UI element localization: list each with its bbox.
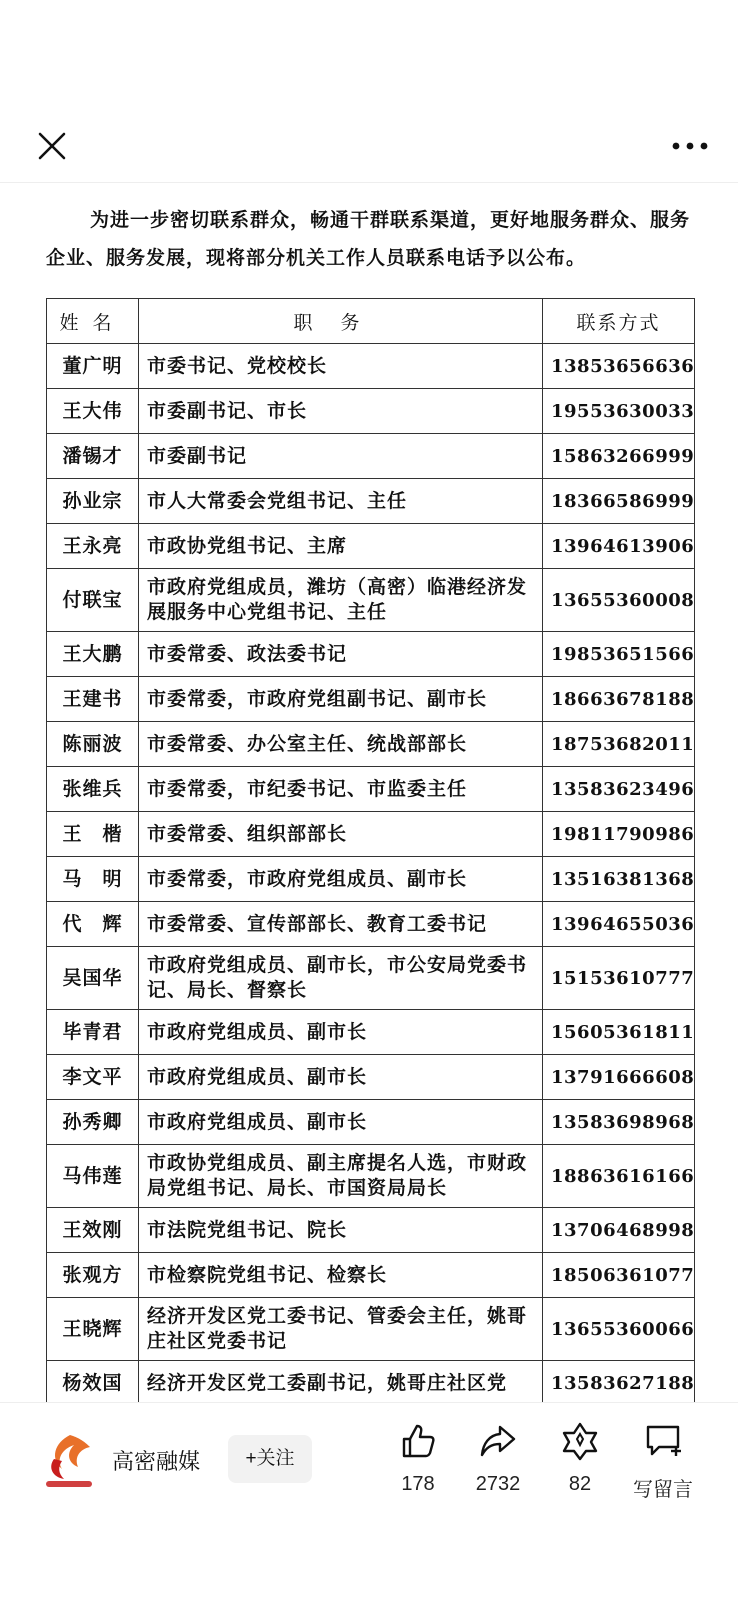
- document-image: [0, 183, 738, 1433]
- row-phone: 19811790986: [543, 812, 695, 857]
- row-phone: 18366586999: [543, 479, 695, 524]
- row-phone: 13853656636: [543, 344, 695, 389]
- row-name: 王晓辉: [47, 1298, 139, 1361]
- comment-label: 写留言: [633, 1479, 693, 1501]
- table-row: [47, 902, 695, 947]
- row-phone: 15153610777: [543, 947, 695, 1010]
- table-row: [47, 344, 695, 389]
- row-phone: 18863616166: [543, 1145, 695, 1208]
- row-position: 市委副书记、市长: [139, 389, 543, 434]
- row-name: 吴国华: [47, 947, 139, 1010]
- row-position: 市政协党组成员、副主席提名人选，市财政局党组书记、局长、市国资局局长: [139, 1145, 543, 1208]
- row-position: 市委常委、宣传部部长、教育工委书记: [139, 902, 543, 947]
- table-row: [47, 722, 695, 767]
- table-row: [47, 524, 695, 569]
- table-row: [47, 677, 695, 722]
- row-name: 王永亮: [47, 524, 139, 569]
- table-row: [47, 1055, 695, 1100]
- row-name: 张维兵: [47, 767, 139, 812]
- header-name: 姓名: [47, 299, 139, 344]
- table-row: [47, 1253, 695, 1298]
- row-name: 董广明: [47, 344, 139, 389]
- table-row: [47, 1010, 695, 1055]
- table-row: [47, 1208, 695, 1253]
- row-phone: 19853651566: [543, 632, 695, 677]
- like-count: 178: [401, 1473, 435, 1495]
- table-row: [47, 812, 695, 857]
- table-header-row: [47, 299, 695, 344]
- row-phone: 13706468998: [543, 1208, 695, 1253]
- row-position: 市委常委，市纪委书记、市监委主任: [139, 767, 543, 812]
- row-phone: 19553630033: [543, 389, 695, 434]
- favorite-star-icon: [560, 1421, 600, 1461]
- contact-table: [46, 298, 695, 1406]
- table-row: [47, 479, 695, 524]
- comment-button[interactable]: [618, 1421, 708, 1502]
- row-phone: 13655360008: [543, 569, 695, 632]
- row-name: 张观方: [47, 1253, 139, 1298]
- row-name: 王大鹏: [47, 632, 139, 677]
- table-row: [47, 569, 695, 632]
- row-name: 马 明: [47, 857, 139, 902]
- table-row: [47, 1100, 695, 1145]
- table-row: [47, 632, 695, 677]
- row-phone: 13655360066: [543, 1298, 695, 1361]
- row-position: 市政府党组成员、副市长: [139, 1010, 543, 1055]
- table-row: [47, 1361, 695, 1406]
- table-row: [47, 434, 695, 479]
- like-button[interactable]: [373, 1421, 463, 1496]
- row-position: 市检察院党组书记、检察长: [139, 1253, 543, 1298]
- intro-paragraph: 为进一步密切联系群众，畅通干群联系渠道，更好地服务群众、服务企业、服务发展，现将部分机关工作人员联系电话予以公布。: [46, 209, 691, 269]
- table-row: [47, 1298, 695, 1361]
- table-row: [47, 767, 695, 812]
- bottom-bar: [0, 1402, 738, 1601]
- row-position: 市政府党组成员，潍坊（高密）临港经济发展服务中心党组书记、主任: [139, 569, 543, 632]
- row-position: 经济开发区党工委书记、管委会主任，姚哥庄社区党委书记: [139, 1298, 543, 1361]
- row-name: 潘锡才: [47, 434, 139, 479]
- thumbs-up-icon: [398, 1421, 438, 1461]
- row-position: 市政协党组书记、主席: [139, 524, 543, 569]
- row-name: 孙秀卿: [47, 1100, 139, 1145]
- row-name: 代 辉: [47, 902, 139, 947]
- close-button[interactable]: [30, 124, 74, 168]
- close-icon: [30, 124, 74, 168]
- row-name: 王 楷: [47, 812, 139, 857]
- row-name: 陈丽波: [47, 722, 139, 767]
- row-name: 付联宝: [47, 569, 139, 632]
- favorite-count: 82: [568, 1473, 592, 1495]
- more-icon: [668, 128, 712, 164]
- account-logo[interactable]: [40, 1429, 98, 1491]
- comment-icon: [643, 1421, 683, 1461]
- table-row: [47, 857, 695, 902]
- row-phone: 18506361077: [543, 1253, 695, 1298]
- header-contact: 联系方式: [543, 299, 695, 344]
- table-row: [47, 1145, 695, 1208]
- row-position: 市政府党组成员、副市长: [139, 1100, 543, 1145]
- row-phone: 13583627188: [543, 1361, 695, 1406]
- row-phone: 13583698968: [543, 1100, 695, 1145]
- row-phone: 13516381368: [543, 857, 695, 902]
- row-position: 市委常委，市政府党组成员、副市长: [139, 857, 543, 902]
- row-name: 王效刚: [47, 1208, 139, 1253]
- row-name: 毕青君: [47, 1010, 139, 1055]
- row-position: 市委副书记: [139, 434, 543, 479]
- row-position: 市委常委、办公室主任、统战部部长: [139, 722, 543, 767]
- row-phone: 13791666608: [543, 1055, 695, 1100]
- row-phone: 13964613906: [543, 524, 695, 569]
- row-name: 王大伟: [47, 389, 139, 434]
- more-button[interactable]: [668, 128, 712, 164]
- row-position: 市政府党组成员、副市长，市公安局党委书记、局长、督察长: [139, 947, 543, 1010]
- share-count: 2732: [475, 1473, 521, 1495]
- table-row: [47, 947, 695, 1010]
- favorite-button[interactable]: [535, 1421, 625, 1496]
- row-position: 经济开发区党工委副书记，姚哥庄社区党: [139, 1361, 543, 1406]
- row-name: 杨效国: [47, 1361, 139, 1406]
- row-position: 市法院党组书记、院长: [139, 1208, 543, 1253]
- share-arrow-icon: [478, 1421, 518, 1461]
- share-button[interactable]: [453, 1421, 543, 1496]
- row-position: 市委常委，市政府党组副书记、副市长: [139, 677, 543, 722]
- table-row: [47, 389, 695, 434]
- row-name: 王建书: [47, 677, 139, 722]
- header-position: 职务: [139, 299, 543, 344]
- row-name: 孙业宗: [47, 479, 139, 524]
- row-position: 市人大常委会党组书记、主任: [139, 479, 543, 524]
- row-name: 马伟莲: [47, 1145, 139, 1208]
- row-position: 市委书记、党校校长: [139, 344, 543, 389]
- row-phone: 15863266999: [543, 434, 695, 479]
- follow-button[interactable]: +关注: [228, 1435, 312, 1483]
- row-position: 市委常委、政法委书记: [139, 632, 543, 677]
- row-position: 市委常委、组织部部长: [139, 812, 543, 857]
- account-name[interactable]: 高密融媒: [112, 1449, 201, 1474]
- logo-icon: [40, 1429, 98, 1491]
- table-body: [47, 344, 695, 1406]
- row-phone: 18753682011: [543, 722, 695, 767]
- row-phone: 18663678188: [543, 677, 695, 722]
- row-phone: 13583623496: [543, 767, 695, 812]
- row-position: 市政府党组成员、副市长: [139, 1055, 543, 1100]
- top-bar: [0, 110, 738, 182]
- row-phone: 13964655036: [543, 902, 695, 947]
- row-phone: 15605361811: [543, 1010, 695, 1055]
- row-name: 李文平: [47, 1055, 139, 1100]
